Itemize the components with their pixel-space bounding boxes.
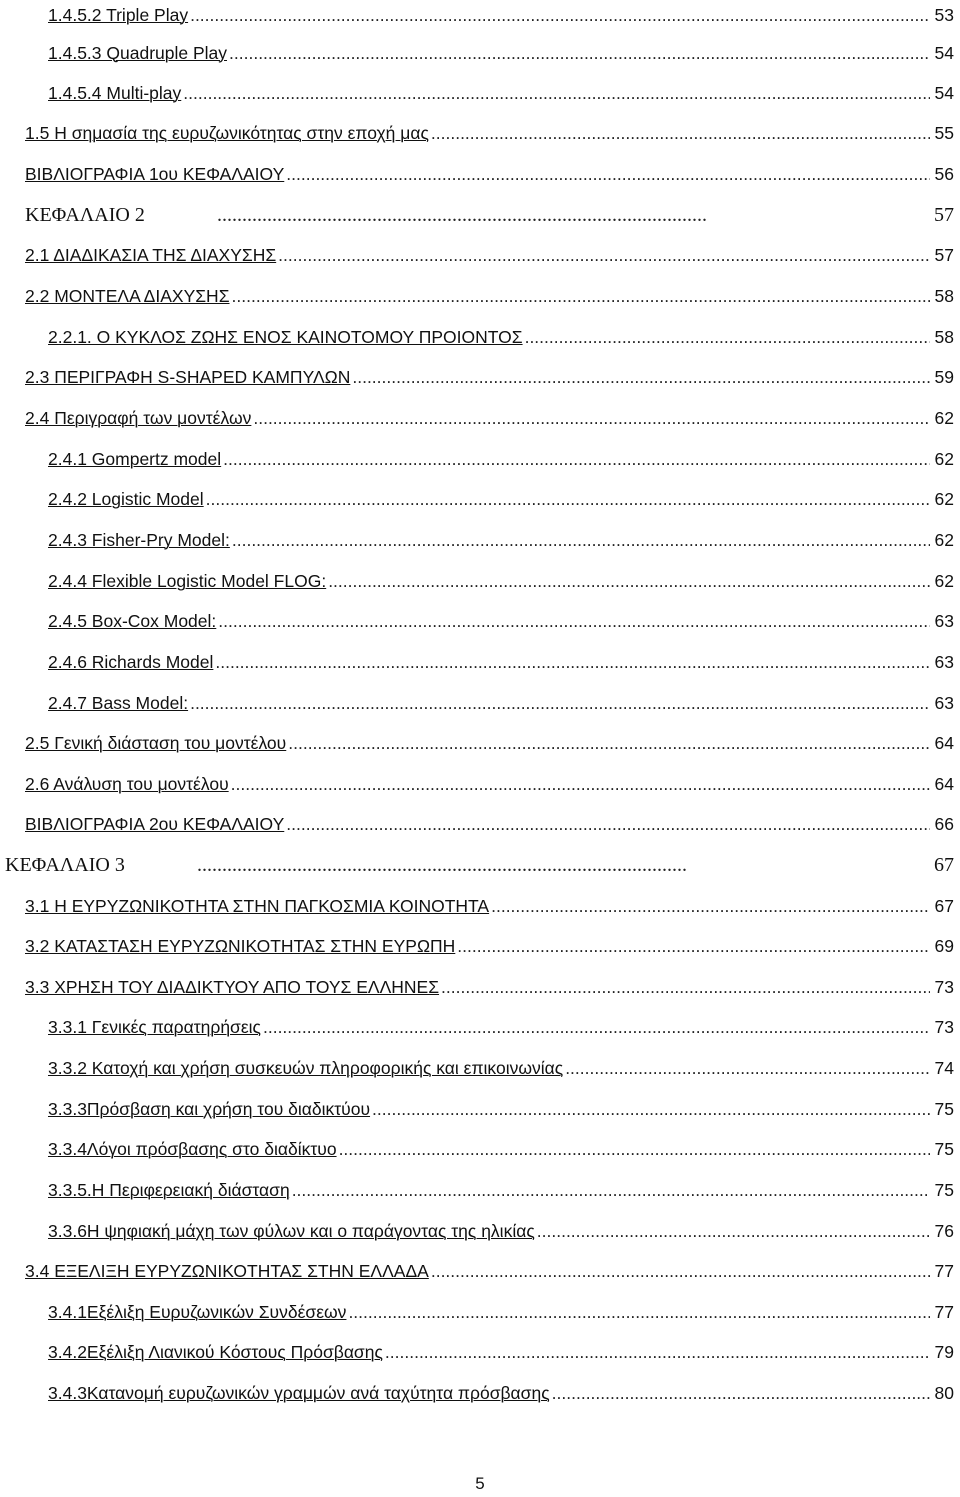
toc-entry-page: 59 bbox=[934, 367, 954, 387]
toc-leader bbox=[190, 688, 930, 718]
toc-entry[interactable] bbox=[25, 891, 954, 921]
toc-entry[interactable] bbox=[48, 647, 954, 677]
toc-entry[interactable] bbox=[48, 484, 954, 514]
toc-entry[interactable] bbox=[48, 0, 954, 30]
toc-entry-label: 2.2 ΜΟΝΤΕΛΑ ΔΙΑΧΥΣΗΣ bbox=[25, 286, 230, 306]
toc-entry-page: 77 bbox=[934, 1302, 954, 1322]
toc-entry-page: 73 bbox=[934, 1017, 954, 1037]
toc-entry-page: 75 bbox=[934, 1139, 954, 1159]
toc-entry-label: 3.3 ΧΡΗΣΗ ΤΟΥ ΔΙΑΔΙΚΤΥΟΥ ΑΠΟ ΤΟΥΣ ΕΛΛΗΝΕΣ bbox=[25, 977, 440, 997]
toc-entry[interactable] bbox=[25, 281, 954, 311]
toc-entry[interactable] bbox=[48, 525, 954, 555]
toc-entry-label: 3.3.2 Κατοχή και χρήση συσκευών πληροφορικής και επικοινωνίας bbox=[48, 1058, 564, 1078]
toc-leader bbox=[457, 931, 930, 961]
toc-entry-page: 63 bbox=[934, 611, 954, 631]
toc-leader bbox=[215, 647, 930, 677]
toc-entry-page: 64 bbox=[934, 733, 954, 753]
toc-entry[interactable] bbox=[48, 1094, 954, 1124]
toc-leader bbox=[431, 1256, 930, 1286]
toc-entry-label: 3.3.5.Η Περιφερειακή διάσταση bbox=[48, 1180, 290, 1200]
toc-entry-page: 62 bbox=[934, 571, 954, 591]
toc-leader bbox=[278, 240, 930, 270]
toc-entry[interactable] bbox=[25, 809, 954, 839]
toc-entry-page: 54 bbox=[934, 83, 954, 103]
toc-leader bbox=[229, 38, 930, 68]
toc-leader bbox=[352, 362, 930, 392]
toc-entry-page: 63 bbox=[934, 693, 954, 713]
toc-entry-label: 3.3.4Λόγοι πρόσβασης στο διαδίκτυο bbox=[48, 1139, 337, 1159]
toc-entry-label: 1.5 Η σημασία της ευρυζωνικότητας στην εποχή μας bbox=[25, 123, 429, 143]
toc-entry-page: 62 bbox=[934, 408, 954, 428]
toc-entry-label: 2.5 Γενική διάσταση του μοντέλου bbox=[25, 733, 287, 753]
toc-leader bbox=[223, 444, 930, 474]
toc-entry-label: ΚΕΦΑΛΑΙΟ 2 bbox=[25, 204, 145, 226]
toc-entry-label: 2.4.5 Box-Cox Model: bbox=[48, 611, 217, 631]
toc-entry-page: 77 bbox=[934, 1261, 954, 1281]
toc-leader bbox=[253, 403, 930, 433]
toc-entry[interactable] bbox=[48, 1053, 954, 1083]
toc-entry-label: 2.2.1. Ο ΚΥΚΛΟΣ ΖΩΗΣ ΕΝΟΣ ΚΑΙΝΟΤΟΜΟΥ ΠΡΟΙΟΝΤΟΣ bbox=[48, 327, 523, 347]
toc-entry-label: 3.3.3Πρόσβαση και χρήση του διαδικτύου bbox=[48, 1099, 371, 1119]
toc-entry-page: 62 bbox=[934, 530, 954, 550]
toc-entry-label: 2.6 Ανάλυση του μοντέλου bbox=[25, 774, 229, 794]
toc-entry[interactable] bbox=[25, 1256, 954, 1286]
toc-entry-page: 53 bbox=[934, 5, 954, 25]
toc-leader bbox=[206, 484, 930, 514]
toc-entry-label: 3.4 ΕΞΕΛΙΞΗ ΕΥΡΥΖΩΝΙΚΟΤΗΤΑΣ ΣΤΗΝ ΕΛΛΑΔΑ bbox=[25, 1261, 429, 1281]
toc-leader bbox=[183, 78, 930, 108]
toc-entry-page: 57 bbox=[934, 204, 954, 226]
toc-entry-label: 3.2 ΚΑΤΑΣΤΑΣΗ ΕΥΡΥΖΩΝΙΚΟΤΗΤΑΣ ΣΤΗΝ ΕΥΡΩΠΗ bbox=[25, 936, 456, 956]
toc-leader bbox=[552, 1378, 930, 1408]
toc-entry[interactable] bbox=[25, 240, 954, 270]
page-number: 5 bbox=[475, 1474, 485, 1493]
toc-entry-page: 67 bbox=[934, 854, 954, 876]
toc-leader bbox=[218, 606, 930, 636]
toc-entry-label: 2.1 ΔΙΑΔΙΚΑΣΙΑ ΤΗΣ ΔΙΑΧΥΣΗΣ bbox=[25, 245, 277, 265]
toc-entry[interactable] bbox=[48, 1378, 954, 1408]
toc-leader bbox=[288, 728, 930, 758]
toc-entry-label: 2.4.3 Fisher-Pry Model: bbox=[48, 530, 230, 550]
toc-entry[interactable] bbox=[25, 931, 954, 961]
toc-entry-page: 64 bbox=[934, 774, 954, 794]
toc-entry-label: 2.4.4 Flexible Logistic Model FLOG: bbox=[48, 571, 327, 591]
toc-entry-label: ΚΕΦΑΛΑΙΟ 3 bbox=[5, 854, 125, 876]
toc-entry-label: ΒΙΒΛΙΟΓΡΑΦΙΑ 2ου ΚΕΦΑΛΑΙΟΥ bbox=[25, 814, 285, 834]
toc-leader bbox=[232, 281, 930, 311]
toc-leader bbox=[217, 200, 707, 230]
toc-entry-label: 3.1 Η ΕΥΡΥΖΩΝΙΚΟΤΗΤΑ ΣΤΗΝ ΠΑΓΚΟΣΜΙΑ ΚΟΙΝΟΤΗΤΑ bbox=[25, 896, 490, 916]
toc-entry-page: 75 bbox=[934, 1099, 954, 1119]
toc-entry-label: 3.3.1 Γενικές παρατηρήσεις bbox=[48, 1017, 261, 1037]
toc-entry-page: 62 bbox=[934, 449, 954, 469]
toc-leader bbox=[197, 850, 687, 880]
toc-leader bbox=[231, 769, 930, 799]
toc-entry[interactable] bbox=[48, 688, 954, 718]
toc-entry-page: 58 bbox=[934, 327, 954, 347]
toc-entry-page: 62 bbox=[934, 489, 954, 509]
toc-entry[interactable] bbox=[48, 1337, 954, 1367]
toc-entry-page: 69 bbox=[934, 936, 954, 956]
toc-entry[interactable] bbox=[48, 1297, 954, 1327]
toc-leader bbox=[537, 1216, 930, 1246]
toc-leader bbox=[286, 159, 930, 189]
toc-leader bbox=[292, 1175, 930, 1205]
toc-entry-page: 67 bbox=[934, 896, 954, 916]
toc-entry-label: 3.4.1Εξέλιξη Ευρυζωνικών Συνδέσεων bbox=[48, 1302, 347, 1322]
toc-leader bbox=[491, 891, 930, 921]
toc-entry[interactable] bbox=[48, 38, 954, 68]
toc-entry[interactable] bbox=[25, 769, 954, 799]
toc-entry-label: 1.4.5.2 Triple Play bbox=[48, 5, 189, 25]
toc-entry[interactable] bbox=[25, 728, 954, 758]
toc-leader bbox=[190, 0, 930, 30]
toc-entry-label: 2.4.6 Richards Model bbox=[48, 652, 214, 672]
toc-entry-label: 1.4.5.4 Multi-play bbox=[48, 83, 182, 103]
toc-entry-page: 74 bbox=[934, 1058, 954, 1078]
toc-entry[interactable] bbox=[48, 322, 954, 352]
toc-entry-page: 73 bbox=[934, 977, 954, 997]
toc-entry-label: 1.4.5.3 Quadruple Play bbox=[48, 43, 228, 63]
toc-entry[interactable] bbox=[25, 159, 954, 189]
toc-leader bbox=[263, 1012, 930, 1042]
toc-entry-label: 2.3 ΠΕΡΙΓΡΑΦΗ S-SHAPED ΚΑΜΠΥΛΩΝ bbox=[25, 367, 351, 387]
toc-entry-page: 58 bbox=[934, 286, 954, 306]
toc-entry[interactable] bbox=[48, 1012, 954, 1042]
toc-entry-label: 3.3.6Η ψηφιακή μάχη των φύλων και ο παράγοντας της ηλικίας bbox=[48, 1221, 535, 1241]
toc-entry-label: 2.4.7 Bass Model: bbox=[48, 693, 189, 713]
toc-leader bbox=[431, 118, 930, 148]
toc-entry-label: ΒΙΒΛΙΟΓΡΑΦΙΑ 1ου ΚΕΦΑΛΑΙΟΥ bbox=[25, 164, 285, 184]
toc-leader bbox=[328, 566, 930, 596]
toc-entry-label: 2.4 Περιγραφή των μοντέλων bbox=[25, 408, 252, 428]
toc-entry[interactable] bbox=[48, 1175, 954, 1205]
toc-entry-page: 55 bbox=[934, 123, 954, 143]
toc-entry-page: 80 bbox=[934, 1383, 954, 1403]
toc-entry-label: 2.4.1 Gompertz model bbox=[48, 449, 222, 469]
toc-entry-page: 79 bbox=[934, 1342, 954, 1362]
toc-entry[interactable] bbox=[25, 118, 954, 148]
toc-entry[interactable] bbox=[25, 403, 954, 433]
toc-entry-page: 56 bbox=[934, 164, 954, 184]
toc-leader bbox=[525, 322, 930, 352]
toc-entry[interactable] bbox=[48, 78, 954, 108]
toc-entry[interactable] bbox=[48, 1216, 954, 1246]
toc-entry-label: 3.4.3Κατανομή ευρυζωνικών γραμμών ανά ταχύτητα πρόσβασης bbox=[48, 1383, 550, 1403]
toc-entry-label: 3.4.2Εξέλιξη Λιανικού Κόστους Πρόσβασης bbox=[48, 1342, 383, 1362]
toc-entry-page: 54 bbox=[934, 43, 954, 63]
toc-entry-label: 2.4.2 Logistic Model bbox=[48, 489, 204, 509]
toc-leader bbox=[565, 1053, 930, 1083]
toc-entry-page: 75 bbox=[934, 1180, 954, 1200]
toc-leader bbox=[385, 1337, 930, 1367]
toc-chapter-entry[interactable] bbox=[5, 850, 954, 880]
toc-entry[interactable] bbox=[25, 972, 954, 1002]
toc-leader bbox=[339, 1134, 930, 1164]
toc-entry-page: 76 bbox=[934, 1221, 954, 1241]
toc-entry-page: 57 bbox=[934, 245, 954, 265]
toc-entry-page: 63 bbox=[934, 652, 954, 672]
toc-entry[interactable] bbox=[48, 606, 954, 636]
toc-entry[interactable] bbox=[25, 362, 954, 392]
toc-entry[interactable] bbox=[48, 444, 954, 474]
toc-entry-page: 66 bbox=[934, 814, 954, 834]
toc-entry[interactable] bbox=[48, 1134, 954, 1164]
toc-entry[interactable] bbox=[48, 566, 954, 596]
toc-leader bbox=[286, 809, 930, 839]
toc-leader bbox=[441, 972, 930, 1002]
toc-leader bbox=[348, 1297, 930, 1327]
toc-leader bbox=[232, 525, 930, 555]
toc-chapter-entry[interactable] bbox=[25, 200, 954, 230]
toc-leader bbox=[372, 1094, 930, 1124]
